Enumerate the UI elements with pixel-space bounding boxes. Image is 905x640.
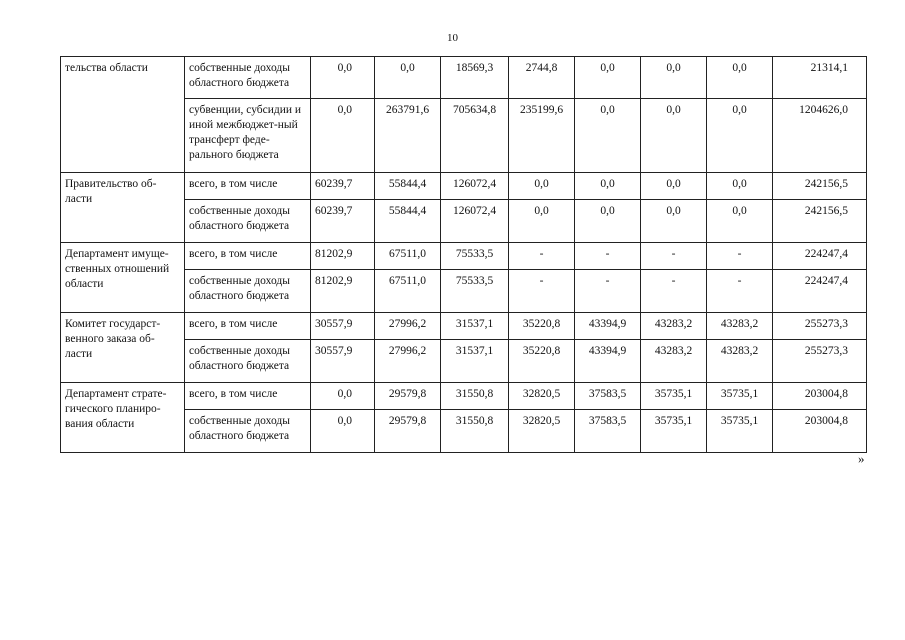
funding-source-cell: субвенции, субсидии и иной межбюджет-ный трансферт феде-рального бюджета — [185, 99, 311, 173]
table-body — [61, 57, 867, 453]
year-value-cell: 0,0 — [311, 410, 375, 453]
closing-quote: » — [858, 451, 865, 466]
year-value-cell: 30557,9 — [311, 340, 375, 383]
total-cell: 242156,5 — [773, 173, 867, 200]
org-name-cell: Департамент страте-гического планиро-вания области — [61, 383, 185, 453]
year-value-cell: 2744,8 — [509, 57, 575, 99]
total-cell: 224247,4 — [773, 243, 867, 270]
year-value-cell: 0,0 — [641, 57, 707, 99]
year-value-cell: 29579,8 — [375, 410, 441, 453]
year-value-cell: 35220,8 — [509, 313, 575, 340]
total-cell: 242156,5 — [773, 200, 867, 243]
year-value-cell: 126072,4 — [441, 173, 509, 200]
year-value-cell: 32820,5 — [509, 383, 575, 410]
year-value-cell: 75533,5 — [441, 243, 509, 270]
year-value-cell: - — [707, 243, 773, 270]
year-value-cell: 31550,8 — [441, 383, 509, 410]
year-value-cell: 0,0 — [575, 57, 641, 99]
year-value-cell: 35220,8 — [509, 340, 575, 383]
year-value-cell: 35735,1 — [641, 383, 707, 410]
year-value-cell: 30557,9 — [311, 313, 375, 340]
funding-source-cell: всего, в том числе — [185, 383, 311, 410]
year-value-cell: 43283,2 — [707, 340, 773, 383]
total-cell: 255273,3 — [773, 313, 867, 340]
year-value-cell: 67511,0 — [375, 270, 441, 313]
funding-source-cell: собственные доходы областного бюджета — [185, 200, 311, 243]
year-value-cell: 37583,5 — [575, 410, 641, 453]
funding-source-cell: всего, в том числе — [185, 173, 311, 200]
table-row — [61, 383, 867, 410]
org-name-cell: тельства области — [61, 57, 185, 173]
table-row — [61, 173, 867, 200]
total-cell: 224247,4 — [773, 270, 867, 313]
year-value-cell: 32820,5 — [509, 410, 575, 453]
year-value-cell: 55844,4 — [375, 173, 441, 200]
year-value-cell: 81202,9 — [311, 270, 375, 313]
year-value-cell: 27996,2 — [375, 313, 441, 340]
year-value-cell: 0,0 — [575, 173, 641, 200]
page-number: 10 — [447, 32, 458, 44]
year-value-cell: 55844,4 — [375, 200, 441, 243]
year-value-cell: - — [509, 243, 575, 270]
year-value-cell: 235199,6 — [509, 99, 575, 173]
funding-source-cell: собственные доходы областного бюджета — [185, 270, 311, 313]
year-value-cell: 43283,2 — [641, 340, 707, 383]
funding-source-cell: собственные доходы областного бюджета — [185, 410, 311, 453]
year-value-cell: 31550,8 — [441, 410, 509, 453]
total-cell: 1204626,0 — [773, 99, 867, 173]
year-value-cell: 0,0 — [641, 200, 707, 243]
year-value-cell: - — [641, 270, 707, 313]
year-value-cell: 43283,2 — [707, 313, 773, 340]
year-value-cell: 43283,2 — [641, 313, 707, 340]
year-value-cell: - — [575, 243, 641, 270]
year-value-cell: 18569,3 — [441, 57, 509, 99]
year-value-cell: 263791,6 — [375, 99, 441, 173]
year-value-cell: 43394,9 — [575, 313, 641, 340]
table-row — [61, 57, 867, 99]
year-value-cell: 60239,7 — [311, 173, 375, 200]
budget-table — [60, 56, 867, 453]
year-value-cell: 67511,0 — [375, 243, 441, 270]
year-value-cell: 0,0 — [641, 173, 707, 200]
year-value-cell: 0,0 — [641, 99, 707, 173]
total-cell: 203004,8 — [773, 383, 867, 410]
table-row — [61, 243, 867, 270]
org-name-cell: Правительство об-ласти — [61, 173, 185, 243]
year-value-cell: 35735,1 — [707, 383, 773, 410]
year-value-cell: 0,0 — [575, 99, 641, 173]
year-value-cell: 27996,2 — [375, 340, 441, 383]
year-value-cell: - — [575, 270, 641, 313]
org-name-cell: Комитет государст-венного заказа об-ласти — [61, 313, 185, 383]
year-value-cell: 0,0 — [311, 99, 375, 173]
year-value-cell: 81202,9 — [311, 243, 375, 270]
year-value-cell: 35735,1 — [707, 410, 773, 453]
funding-source-cell: собственные доходы областного бюджета — [185, 340, 311, 383]
year-value-cell: - — [509, 270, 575, 313]
year-value-cell: 31537,1 — [441, 313, 509, 340]
year-value-cell: 0,0 — [311, 57, 375, 99]
year-value-cell: 0,0 — [509, 173, 575, 200]
total-cell: 203004,8 — [773, 410, 867, 453]
year-value-cell: 29579,8 — [375, 383, 441, 410]
year-value-cell: 37583,5 — [575, 383, 641, 410]
total-cell: 21314,1 — [773, 57, 867, 99]
year-value-cell: - — [707, 270, 773, 313]
year-value-cell: 0,0 — [707, 99, 773, 173]
table-row — [61, 313, 867, 340]
year-value-cell: 43394,9 — [575, 340, 641, 383]
year-value-cell: 0,0 — [311, 383, 375, 410]
year-value-cell: 126072,4 — [441, 200, 509, 243]
year-value-cell: 0,0 — [707, 57, 773, 99]
year-value-cell: 0,0 — [707, 200, 773, 243]
funding-source-cell: всего, в том числе — [185, 313, 311, 340]
year-value-cell: 705634,8 — [441, 99, 509, 173]
year-value-cell: 75533,5 — [441, 270, 509, 313]
funding-source-cell: собственные доходы областного бюджета — [185, 57, 311, 99]
year-value-cell: 35735,1 — [641, 410, 707, 453]
year-value-cell: 0,0 — [575, 200, 641, 243]
year-value-cell: 0,0 — [509, 200, 575, 243]
year-value-cell: 31537,1 — [441, 340, 509, 383]
total-cell: 255273,3 — [773, 340, 867, 383]
org-name-cell: Департамент имуще-ственных отношений области — [61, 243, 185, 313]
year-value-cell: 0,0 — [375, 57, 441, 99]
funding-source-cell: всего, в том числе — [185, 243, 311, 270]
year-value-cell: 60239,7 — [311, 200, 375, 243]
year-value-cell: - — [641, 243, 707, 270]
year-value-cell: 0,0 — [707, 173, 773, 200]
